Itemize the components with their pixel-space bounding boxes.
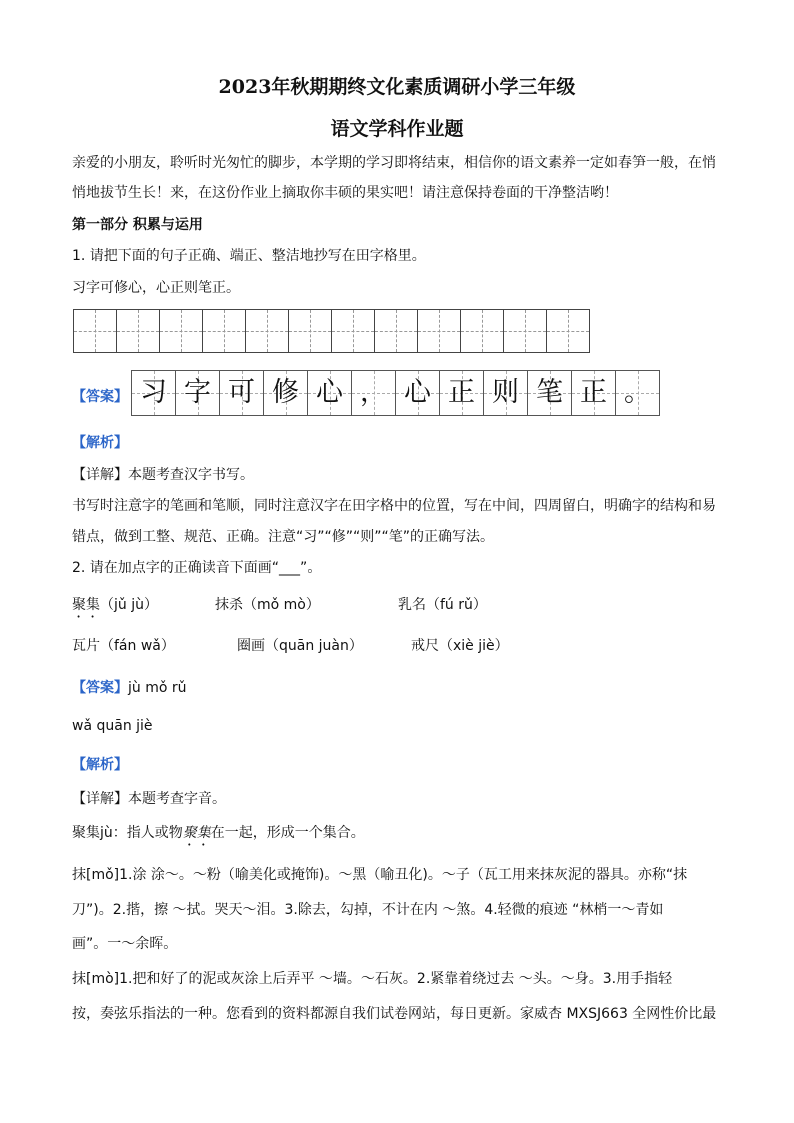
q2-item (237, 635, 363, 655)
answer-tag: 【答案】 (72, 389, 128, 405)
q2-word: 聚集 (72, 597, 100, 613)
q2-answer-line-2: wǎ quān jiè (72, 718, 153, 734)
answer-character: 正 (448, 377, 475, 408)
q1-detail-text: 本题考查汉字书写。 (128, 467, 254, 483)
grid-cell (116, 309, 160, 353)
answer-grid-cell (483, 370, 528, 416)
grid-cell (374, 309, 418, 353)
q2-explanation-mo3-line-1: 抹[mǒ]1.涂 涂～。～粉（喻美化或掩饰)。～黑（喻丑化)。～子（瓦工用来抹灰泥的器具。亦称“抹 (72, 867, 688, 883)
grid-cell (245, 309, 289, 353)
answer-grid-cell (307, 370, 352, 416)
grid-cell (73, 309, 117, 353)
grid-cell (159, 309, 203, 353)
blank-writing-grid (74, 309, 590, 353)
grid-cell (202, 309, 246, 353)
q2-item (215, 594, 320, 614)
q2-word: 抹杀 (215, 597, 243, 613)
q2-explanation-mo4-line-1: 抹[mò]1.把和好了的泥或灰涂上后弄平 ～墙。～石灰。2.紧靠着绕过去 ～头。～身。3.用手指轻 (72, 971, 673, 987)
answer-character: 可 (228, 377, 255, 408)
answer-grid-cell (175, 370, 220, 416)
answer-character: ， (360, 377, 387, 408)
q2-options: （jǔ jù） (100, 597, 158, 613)
answer-character: 心 (404, 377, 431, 408)
answer-grid-cell (395, 370, 440, 416)
q2-answer-line-1: jù mǒ rǔ (128, 680, 187, 696)
answer-grid-cell (439, 370, 484, 416)
q2-detail (72, 788, 226, 808)
q2-explanation-mo4-line-2: 按，奏弦乐指法的一种。您看到的资料都源自我们试卷网站，每日更新。家威杏 MXSJ663 全网性价比最 (72, 1006, 717, 1022)
answer-character: 则 (492, 377, 519, 408)
q2-analysis-tag: 【解析】 (72, 757, 128, 773)
answer-character: 笔 (536, 377, 563, 408)
answer-character: 正 (580, 377, 607, 408)
grid-cell (417, 309, 461, 353)
answer-grid-cell (571, 370, 616, 416)
intro-line-2: 悄地拔节生长！来，在这份作业上摘取你丰硕的果实吧！请注意保持卷面的干净整洁哟！ (72, 185, 618, 201)
intro-line-1: 亲爱的小朋友，聆听时光匆忙的脚步，本学期的学习即将结束，相信你的语文素养一定如春笋一般，在悄 (72, 155, 716, 171)
q2-options: （xiè jiè） (439, 638, 509, 654)
q2-expl-word: 聚集 (72, 825, 100, 841)
q2-options: （fán wǎ） (100, 638, 175, 654)
q2-detail-text: 本题考查字音。 (128, 791, 226, 807)
q2-options: （mǒ mò） (243, 597, 320, 613)
page-title: 2023年秋期期终文化素质调研小学三年级 (218, 76, 576, 98)
q2-word: 戒尺 (411, 638, 439, 654)
answer-grid-cell (615, 370, 660, 416)
grid-cell (546, 309, 590, 353)
q2-item (398, 594, 487, 614)
q2-item (72, 594, 158, 621)
q2-expl-mid: jù：指人或物 (100, 825, 183, 841)
grid-cell (460, 309, 504, 353)
q2-explanation-jj (72, 822, 365, 849)
answer-grid-cell (351, 370, 396, 416)
detail-tag: 【详解】 (72, 791, 128, 807)
grid-cell (331, 309, 375, 353)
q2-options: （fú rǔ） (426, 597, 487, 613)
grid-cell (288, 309, 332, 353)
answer-character: 修 (272, 377, 299, 408)
q2-item (72, 635, 175, 655)
answer-grid-cell (219, 370, 264, 416)
q1-analysis-tag: 【解析】 (72, 435, 128, 451)
answer-grid-cell (131, 370, 176, 416)
answer-grid-cell (263, 370, 308, 416)
q1-explanation-line-2: 错点，做到工整、规范、正确。注意“习”“修”“则”“笔”的正确写法。 (72, 529, 495, 545)
q2-word: 乳名 (398, 597, 426, 613)
page-subtitle: 语文学科作业题 (330, 118, 464, 140)
q2-expl-tail: 在一起，形成一个集合。 (210, 825, 365, 841)
answer-character: 心 (316, 377, 343, 408)
answer-tag: 【答案】 (72, 680, 128, 696)
answer-writing-grid (132, 370, 660, 416)
answer-grid-cell (527, 370, 572, 416)
q2-answer (72, 677, 187, 697)
answer-character: 。 (624, 377, 651, 408)
q2-expl-emphasis: 聚集 (182, 825, 211, 841)
q1-sentence: 习字可修心，心正则笔正。 (72, 280, 240, 296)
detail-tag: 【详解】 (72, 467, 128, 483)
grid-cell (503, 309, 547, 353)
q2-explanation-mo3-line-2: 刀”)。2.揩，擦 ～拭。哭天～泪。3.除去，勾掉，不计在内 ～煞。4.轻微的痕迹 “林梢一～青如 (72, 902, 664, 918)
q1-detail (72, 464, 254, 484)
q2-word: 瓦片 (72, 638, 100, 654)
q2-explanation-mo3-line-3: 画”。一～余晖。 (72, 936, 178, 952)
q2-item (411, 635, 509, 655)
q2-prompt: 2. 请在加点字的正确读音下面画“___”。 (72, 560, 322, 576)
answer-character: 习 (140, 377, 167, 408)
q1-answer-label (72, 386, 128, 406)
q2-word: 圈画 (237, 638, 265, 654)
section-heading: 第一部分 积累与运用 (72, 217, 203, 233)
q2-options: （quān juàn） (265, 638, 363, 654)
q1-explanation-line-1: 书写时注意字的笔画和笔顺，同时注意汉字在田字格中的位置，写在中间，四周留白，明确字的结构和易 (72, 498, 716, 514)
q1-prompt: 1. 请把下面的句子正确、端正、整洁地抄写在田字格里。 (72, 248, 426, 264)
answer-character: 字 (184, 377, 211, 408)
